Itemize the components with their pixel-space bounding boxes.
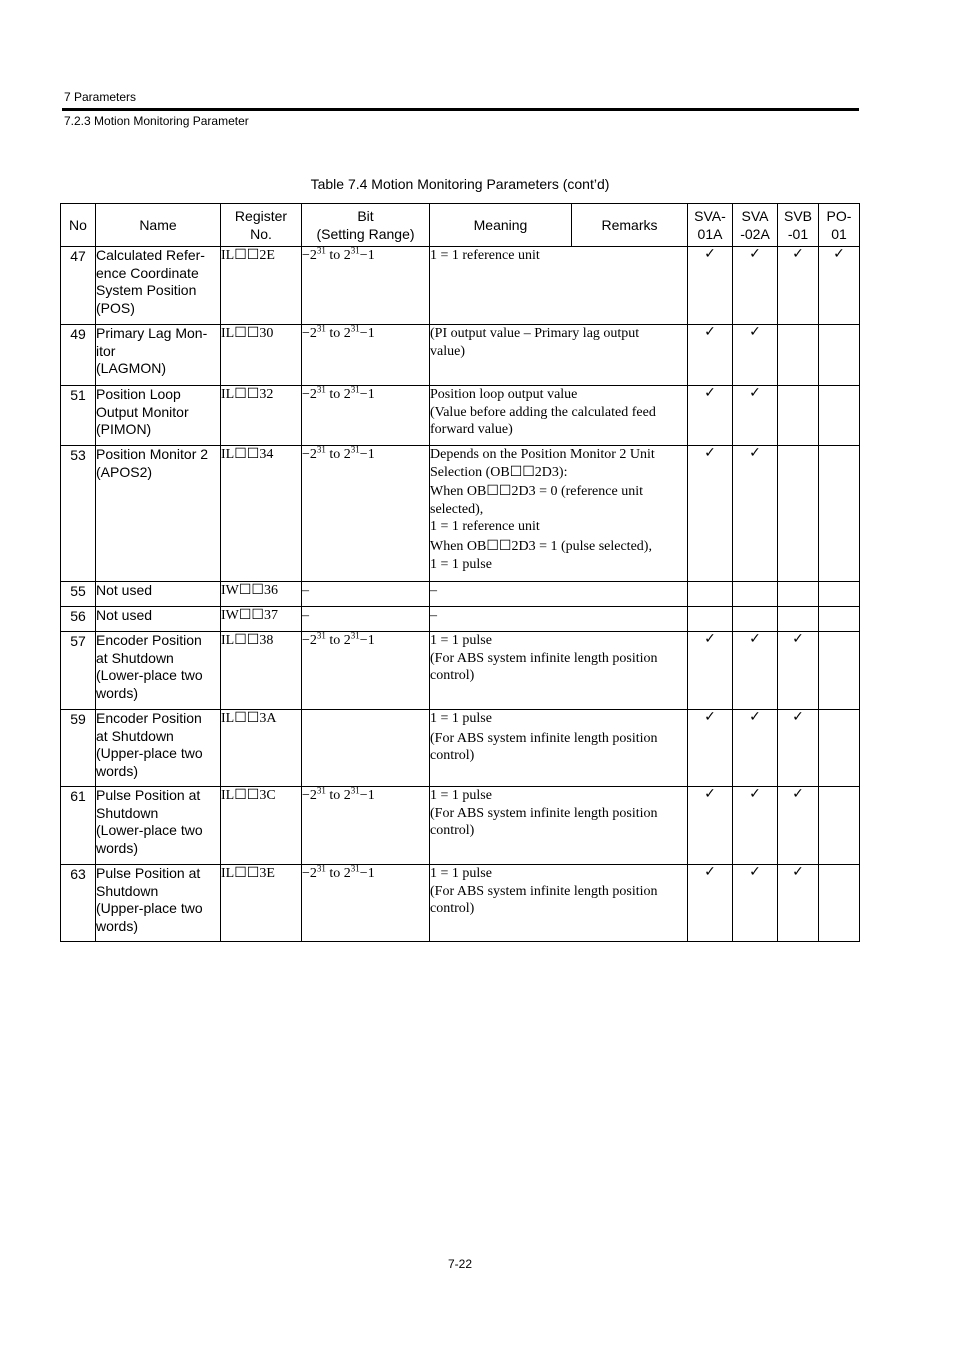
- cell-meaning: [430, 247, 688, 325]
- col-header-sva02a-l2: -02A: [740, 226, 770, 242]
- col-header-no: No: [61, 204, 96, 247]
- check-svb01-icon: ✓: [792, 786, 804, 802]
- bit-lo-exp: 31: [316, 630, 326, 641]
- check-po01-cell: [819, 607, 860, 632]
- check-sva02a-cell: [733, 865, 778, 942]
- cell-meaning: [430, 325, 688, 386]
- bit-to: to: [325, 326, 344, 341]
- name-line: (APOS2): [96, 463, 153, 480]
- check-po01-cell: [819, 632, 860, 710]
- check-sva02a-icon: ✓: [749, 709, 761, 725]
- check-po01-icon: ✓: [833, 246, 845, 262]
- col-header-po01: [819, 204, 860, 247]
- cell-name: [96, 710, 221, 787]
- check-sva01a-cell: [688, 247, 733, 325]
- check-sva01a-icon: ✓: [704, 709, 716, 725]
- col-header-sva01a-l2: 01A: [697, 226, 723, 242]
- name-line: Calculated Refer-: [96, 247, 205, 263]
- col-header-meaning: Meaning: [430, 204, 572, 247]
- cell-bit-range: [302, 632, 430, 710]
- name-line: at Shutdown: [96, 727, 174, 744]
- cell-name: [96, 386, 221, 446]
- meaning-line: (For ABS system infinite length position: [430, 650, 658, 666]
- check-sva01a-cell: [688, 386, 733, 446]
- meaning-line: –: [430, 608, 437, 623]
- table-header-row: [61, 204, 860, 247]
- meaning-line: 1 = 1 pulse: [430, 711, 492, 726]
- cell-register: IL☐☐38: [221, 632, 302, 710]
- name-line: itor: [96, 342, 116, 359]
- meaning-line: 1 = 1 pulse: [430, 556, 492, 572]
- meaning-line: 1 = 1 pulse: [430, 633, 492, 648]
- meaning-line: control): [430, 901, 475, 917]
- check-svb01-cell: [778, 582, 819, 607]
- bit-hi-tail: −1: [359, 387, 375, 402]
- check-po01-cell: [819, 446, 860, 582]
- check-sva02a-cell: [733, 247, 778, 325]
- col-header-register-l1: Register: [234, 208, 288, 224]
- bit-hi-base: 2: [343, 387, 351, 402]
- cell-no: 47: [61, 247, 96, 325]
- cell-meaning: [430, 632, 688, 710]
- col-header-po01-l2: 01: [831, 226, 847, 242]
- cell-no: 61: [61, 787, 96, 865]
- cell-no: 49: [61, 325, 96, 386]
- bit-hi-tail: −1: [359, 447, 375, 462]
- cell-name: [96, 865, 221, 942]
- name-line: at Shutdown: [96, 649, 174, 666]
- bit-hi-base: 2: [343, 447, 351, 462]
- cell-bit-range: [302, 446, 430, 582]
- bit-lo-exp: 31: [316, 863, 326, 874]
- col-header-sva02a: [733, 204, 778, 247]
- table-row: [61, 607, 860, 632]
- cell-bit-range: [302, 787, 430, 865]
- cell-no: 59: [61, 710, 96, 787]
- check-sva02a-cell: [733, 386, 778, 446]
- bit-hi-tail: −1: [359, 866, 375, 881]
- meaning-line: Depends on the Position Monitor 2 Unit: [430, 447, 655, 462]
- col-header-register-l2: No.: [250, 226, 272, 242]
- cell-register: IL☐☐2E: [221, 247, 302, 325]
- check-sva01a-cell: [688, 865, 733, 942]
- table-row: [61, 865, 860, 942]
- cell-name: [96, 607, 221, 632]
- col-header-register: [221, 204, 302, 247]
- col-header-remarks: Remarks: [572, 204, 688, 247]
- check-sva01a-cell: [688, 325, 733, 386]
- check-sva02a-icon: ✓: [749, 385, 761, 401]
- table-row: [61, 787, 860, 865]
- table-row: [61, 632, 860, 710]
- name-line: Not used: [96, 582, 153, 598]
- meaning-line: selected),: [430, 501, 484, 517]
- check-sva01a-cell: [688, 787, 733, 865]
- name-line: (PIMON): [96, 421, 152, 438]
- bit-hi-exp: 31: [350, 444, 360, 455]
- table-caption: Table 7.4 Motion Monitoring Parameters (cont’d): [310, 176, 610, 192]
- bit-hi-base: 2: [343, 326, 351, 341]
- name-line: words): [96, 839, 139, 856]
- bit-to: to: [325, 633, 344, 648]
- header-section: 7.2.3 Motion Monitoring Parameter: [64, 114, 249, 128]
- table-row: [61, 247, 860, 325]
- name-line: (LAGMON): [96, 360, 166, 377]
- meaning-line: When OB☐☐2D3 = 0 (reference unit: [430, 484, 643, 500]
- cell-name: [96, 325, 221, 386]
- cell-bit-range: [302, 386, 430, 446]
- name-line: words): [96, 917, 139, 934]
- meaning-line: forward value): [430, 422, 513, 438]
- bit-text: –: [302, 608, 309, 623]
- header-rule: [62, 108, 859, 111]
- name-line: words): [96, 762, 139, 779]
- table-row: [61, 446, 860, 582]
- cell-name: [96, 247, 221, 325]
- cell-meaning: [430, 582, 688, 607]
- check-svb01-cell: [778, 710, 819, 787]
- bit-hi-tail: −1: [359, 633, 375, 648]
- check-svb01-cell: [778, 247, 819, 325]
- check-sva02a-icon: ✓: [749, 631, 761, 647]
- bit-hi-base: 2: [343, 866, 351, 881]
- bit-lo-base: −2: [302, 866, 317, 881]
- bit-lo-base: −2: [302, 248, 317, 263]
- parameters-table: [60, 203, 860, 942]
- check-po01-cell: [819, 787, 860, 865]
- check-svb01-cell: [778, 787, 819, 865]
- check-sva01a-cell: [688, 632, 733, 710]
- bit-lo-exp: 31: [316, 323, 326, 334]
- cell-meaning: [430, 710, 688, 787]
- col-header-bit-l1: Bit: [357, 208, 374, 224]
- cell-name: [96, 632, 221, 710]
- bit-to: to: [325, 788, 344, 803]
- name-line: (Upper-place two: [96, 745, 203, 762]
- check-sva01a-cell: [688, 710, 733, 787]
- col-header-sva02a-l1: SVA: [741, 208, 769, 224]
- name-line: (Lower-place two: [96, 667, 203, 684]
- meaning-line: 1 = 1 pulse: [430, 866, 492, 881]
- page-number: 7-22: [447, 1257, 473, 1271]
- meaning-line: (PI output value – Primary lag output: [430, 326, 640, 341]
- cell-bit-range: [302, 607, 430, 632]
- cell-meaning: [430, 386, 688, 446]
- cell-meaning: [430, 865, 688, 942]
- check-sva02a-cell: [733, 710, 778, 787]
- check-sva01a-icon: ✓: [704, 786, 716, 802]
- cell-bit-range: [302, 710, 430, 787]
- meaning-line: –: [430, 583, 437, 598]
- meaning-line: 1 = 1 reference unit: [430, 248, 540, 263]
- check-sva02a-cell: [733, 325, 778, 386]
- bit-hi-tail: −1: [359, 326, 375, 341]
- check-svb01-cell: [778, 325, 819, 386]
- name-line: ence Coordinate: [96, 264, 199, 281]
- table-row: [61, 386, 860, 446]
- bit-to: to: [325, 248, 344, 263]
- check-sva02a-icon: ✓: [749, 786, 761, 802]
- check-po01-cell: [819, 247, 860, 325]
- check-sva01a-icon: ✓: [704, 324, 716, 340]
- col-header-po01-l1: PO-: [826, 208, 852, 224]
- cell-register: IW☐☐36: [221, 582, 302, 607]
- check-po01-cell: [819, 710, 860, 787]
- cell-name: [96, 446, 221, 582]
- name-line: Position Monitor 2: [96, 446, 209, 462]
- cell-no: 55: [61, 582, 96, 607]
- check-sva02a-icon: ✓: [749, 864, 761, 880]
- bit-hi-base: 2: [343, 788, 351, 803]
- bit-hi-exp: 31: [350, 785, 360, 796]
- col-header-svb01: [778, 204, 819, 247]
- name-line: (Upper-place two: [96, 900, 203, 917]
- bit-hi-exp: 31: [350, 384, 360, 395]
- check-po01-cell: [819, 865, 860, 942]
- check-svb01-icon: ✓: [792, 246, 804, 262]
- cell-register: IL☐☐32: [221, 386, 302, 446]
- check-sva01a-cell: [688, 607, 733, 632]
- name-line: Shutdown: [96, 882, 159, 899]
- meaning-line: (Value before adding the calculated feed: [430, 404, 656, 420]
- meaning-line: control): [430, 748, 475, 764]
- bit-lo-base: −2: [302, 788, 317, 803]
- cell-register: IL☐☐3A: [221, 710, 302, 787]
- cell-no: 51: [61, 386, 96, 446]
- cell-register: IL☐☐30: [221, 325, 302, 386]
- col-header-sva01a-l1: SVA-: [694, 208, 726, 224]
- name-line: (Lower-place two: [96, 822, 203, 839]
- bit-to: to: [325, 387, 344, 402]
- bit-hi-base: 2: [343, 633, 351, 648]
- bit-text: –: [302, 583, 309, 598]
- check-sva02a-icon: ✓: [749, 445, 761, 461]
- cell-no: 53: [61, 446, 96, 582]
- bit-lo-base: −2: [302, 326, 317, 341]
- name-line: Encoder Position: [96, 632, 202, 648]
- check-sva02a-cell: [733, 446, 778, 582]
- cell-name: [96, 787, 221, 865]
- cell-register: IL☐☐3C: [221, 787, 302, 865]
- header-chapter: 7 Parameters: [64, 90, 137, 104]
- bit-hi-exp: 31: [350, 630, 360, 641]
- table-row: [61, 582, 860, 607]
- check-sva02a-cell: [733, 582, 778, 607]
- cell-register: IW☐☐37: [221, 607, 302, 632]
- check-sva01a-icon: ✓: [704, 246, 716, 262]
- check-sva02a-icon: ✓: [749, 246, 761, 262]
- check-sva02a-cell: [733, 607, 778, 632]
- name-line: Position Loop: [96, 386, 181, 402]
- cell-register: IL☐☐3E: [221, 865, 302, 942]
- check-po01-cell: [819, 386, 860, 446]
- check-sva02a-icon: ✓: [749, 324, 761, 340]
- name-line: Primary Lag Mon-: [96, 325, 208, 341]
- bit-lo-exp: 31: [316, 245, 326, 256]
- bit-hi-exp: 31: [350, 863, 360, 874]
- check-sva01a-icon: ✓: [704, 864, 716, 880]
- bit-lo-exp: 31: [316, 384, 326, 395]
- check-po01-cell: [819, 325, 860, 386]
- bit-to: to: [325, 866, 344, 881]
- check-sva01a-cell: [688, 582, 733, 607]
- col-header-bit: [302, 204, 430, 247]
- meaning-line: (For ABS system infinite length position: [430, 883, 658, 899]
- meaning-line: 1 = 1 pulse: [430, 788, 492, 803]
- meaning-line: When OB☐☐2D3 = 1 (pulse selected),: [430, 538, 652, 554]
- check-svb01-cell: [778, 446, 819, 582]
- bit-hi-tail: −1: [359, 248, 375, 263]
- cell-bit-range: [302, 865, 430, 942]
- table-body: [61, 247, 860, 942]
- cell-bit-range: [302, 325, 430, 386]
- cell-no: 63: [61, 865, 96, 942]
- bit-hi-tail: −1: [359, 788, 375, 803]
- cell-register: IL☐☐34: [221, 446, 302, 582]
- name-line: Pulse Position at: [96, 787, 201, 803]
- col-header-bit-l2: (Setting Range): [316, 226, 415, 242]
- col-header-svb01-l2: -01: [787, 226, 809, 242]
- check-sva02a-cell: [733, 787, 778, 865]
- cell-meaning: [430, 607, 688, 632]
- cell-no: 57: [61, 632, 96, 710]
- check-sva02a-cell: [733, 632, 778, 710]
- check-sva01a-cell: [688, 446, 733, 582]
- col-header-svb01-l1: SVB: [783, 208, 812, 224]
- name-line: words): [96, 684, 139, 701]
- name-line: Output Monitor: [96, 403, 189, 420]
- check-svb01-cell: [778, 865, 819, 942]
- name-line: Pulse Position at: [96, 865, 201, 881]
- check-sva01a-icon: ✓: [704, 445, 716, 461]
- name-line: Shutdown: [96, 804, 159, 821]
- bit-lo-base: −2: [302, 633, 317, 648]
- check-svb01-cell: [778, 632, 819, 710]
- meaning-line: control): [430, 823, 475, 839]
- meaning-line: control): [430, 668, 475, 684]
- table-row: [61, 325, 860, 386]
- bit-lo-exp: 31: [316, 785, 326, 796]
- bit-lo-exp: 31: [316, 444, 326, 455]
- meaning-line: (For ABS system infinite length position: [430, 805, 658, 821]
- cell-meaning: [430, 787, 688, 865]
- meaning-line: 1 = 1 reference unit: [430, 519, 540, 535]
- name-line: System Position: [96, 282, 197, 299]
- bit-hi-exp: 31: [350, 323, 360, 334]
- check-sva01a-icon: ✓: [704, 385, 716, 401]
- check-svb01-cell: [778, 607, 819, 632]
- check-svb01-cell: [778, 386, 819, 446]
- check-svb01-icon: ✓: [792, 709, 804, 725]
- col-header-name: Name: [96, 204, 221, 247]
- meaning-line: Selection (OB☐☐2D3):: [430, 464, 568, 480]
- cell-no: 56: [61, 607, 96, 632]
- check-svb01-icon: ✓: [792, 631, 804, 647]
- meaning-line: (For ABS system infinite length position: [430, 730, 658, 746]
- cell-bit-range: [302, 582, 430, 607]
- check-po01-cell: [819, 582, 860, 607]
- bit-lo-base: −2: [302, 447, 317, 462]
- name-line: Not used: [96, 607, 153, 623]
- cell-meaning: [430, 446, 688, 582]
- bit-hi-exp: 31: [350, 245, 360, 256]
- bit-to: to: [325, 447, 344, 462]
- bit-lo-base: −2: [302, 387, 317, 402]
- check-svb01-icon: ✓: [792, 864, 804, 880]
- col-header-sva01a: [688, 204, 733, 247]
- bit-hi-base: 2: [343, 248, 351, 263]
- meaning-line: value): [430, 343, 465, 359]
- check-sva01a-icon: ✓: [704, 631, 716, 647]
- table-row: [61, 710, 860, 787]
- name-line: Encoder Position: [96, 710, 202, 726]
- name-line: (POS): [96, 299, 135, 316]
- cell-name: [96, 582, 221, 607]
- meaning-line: Position loop output value: [430, 387, 578, 402]
- cell-bit-range: [302, 247, 430, 325]
